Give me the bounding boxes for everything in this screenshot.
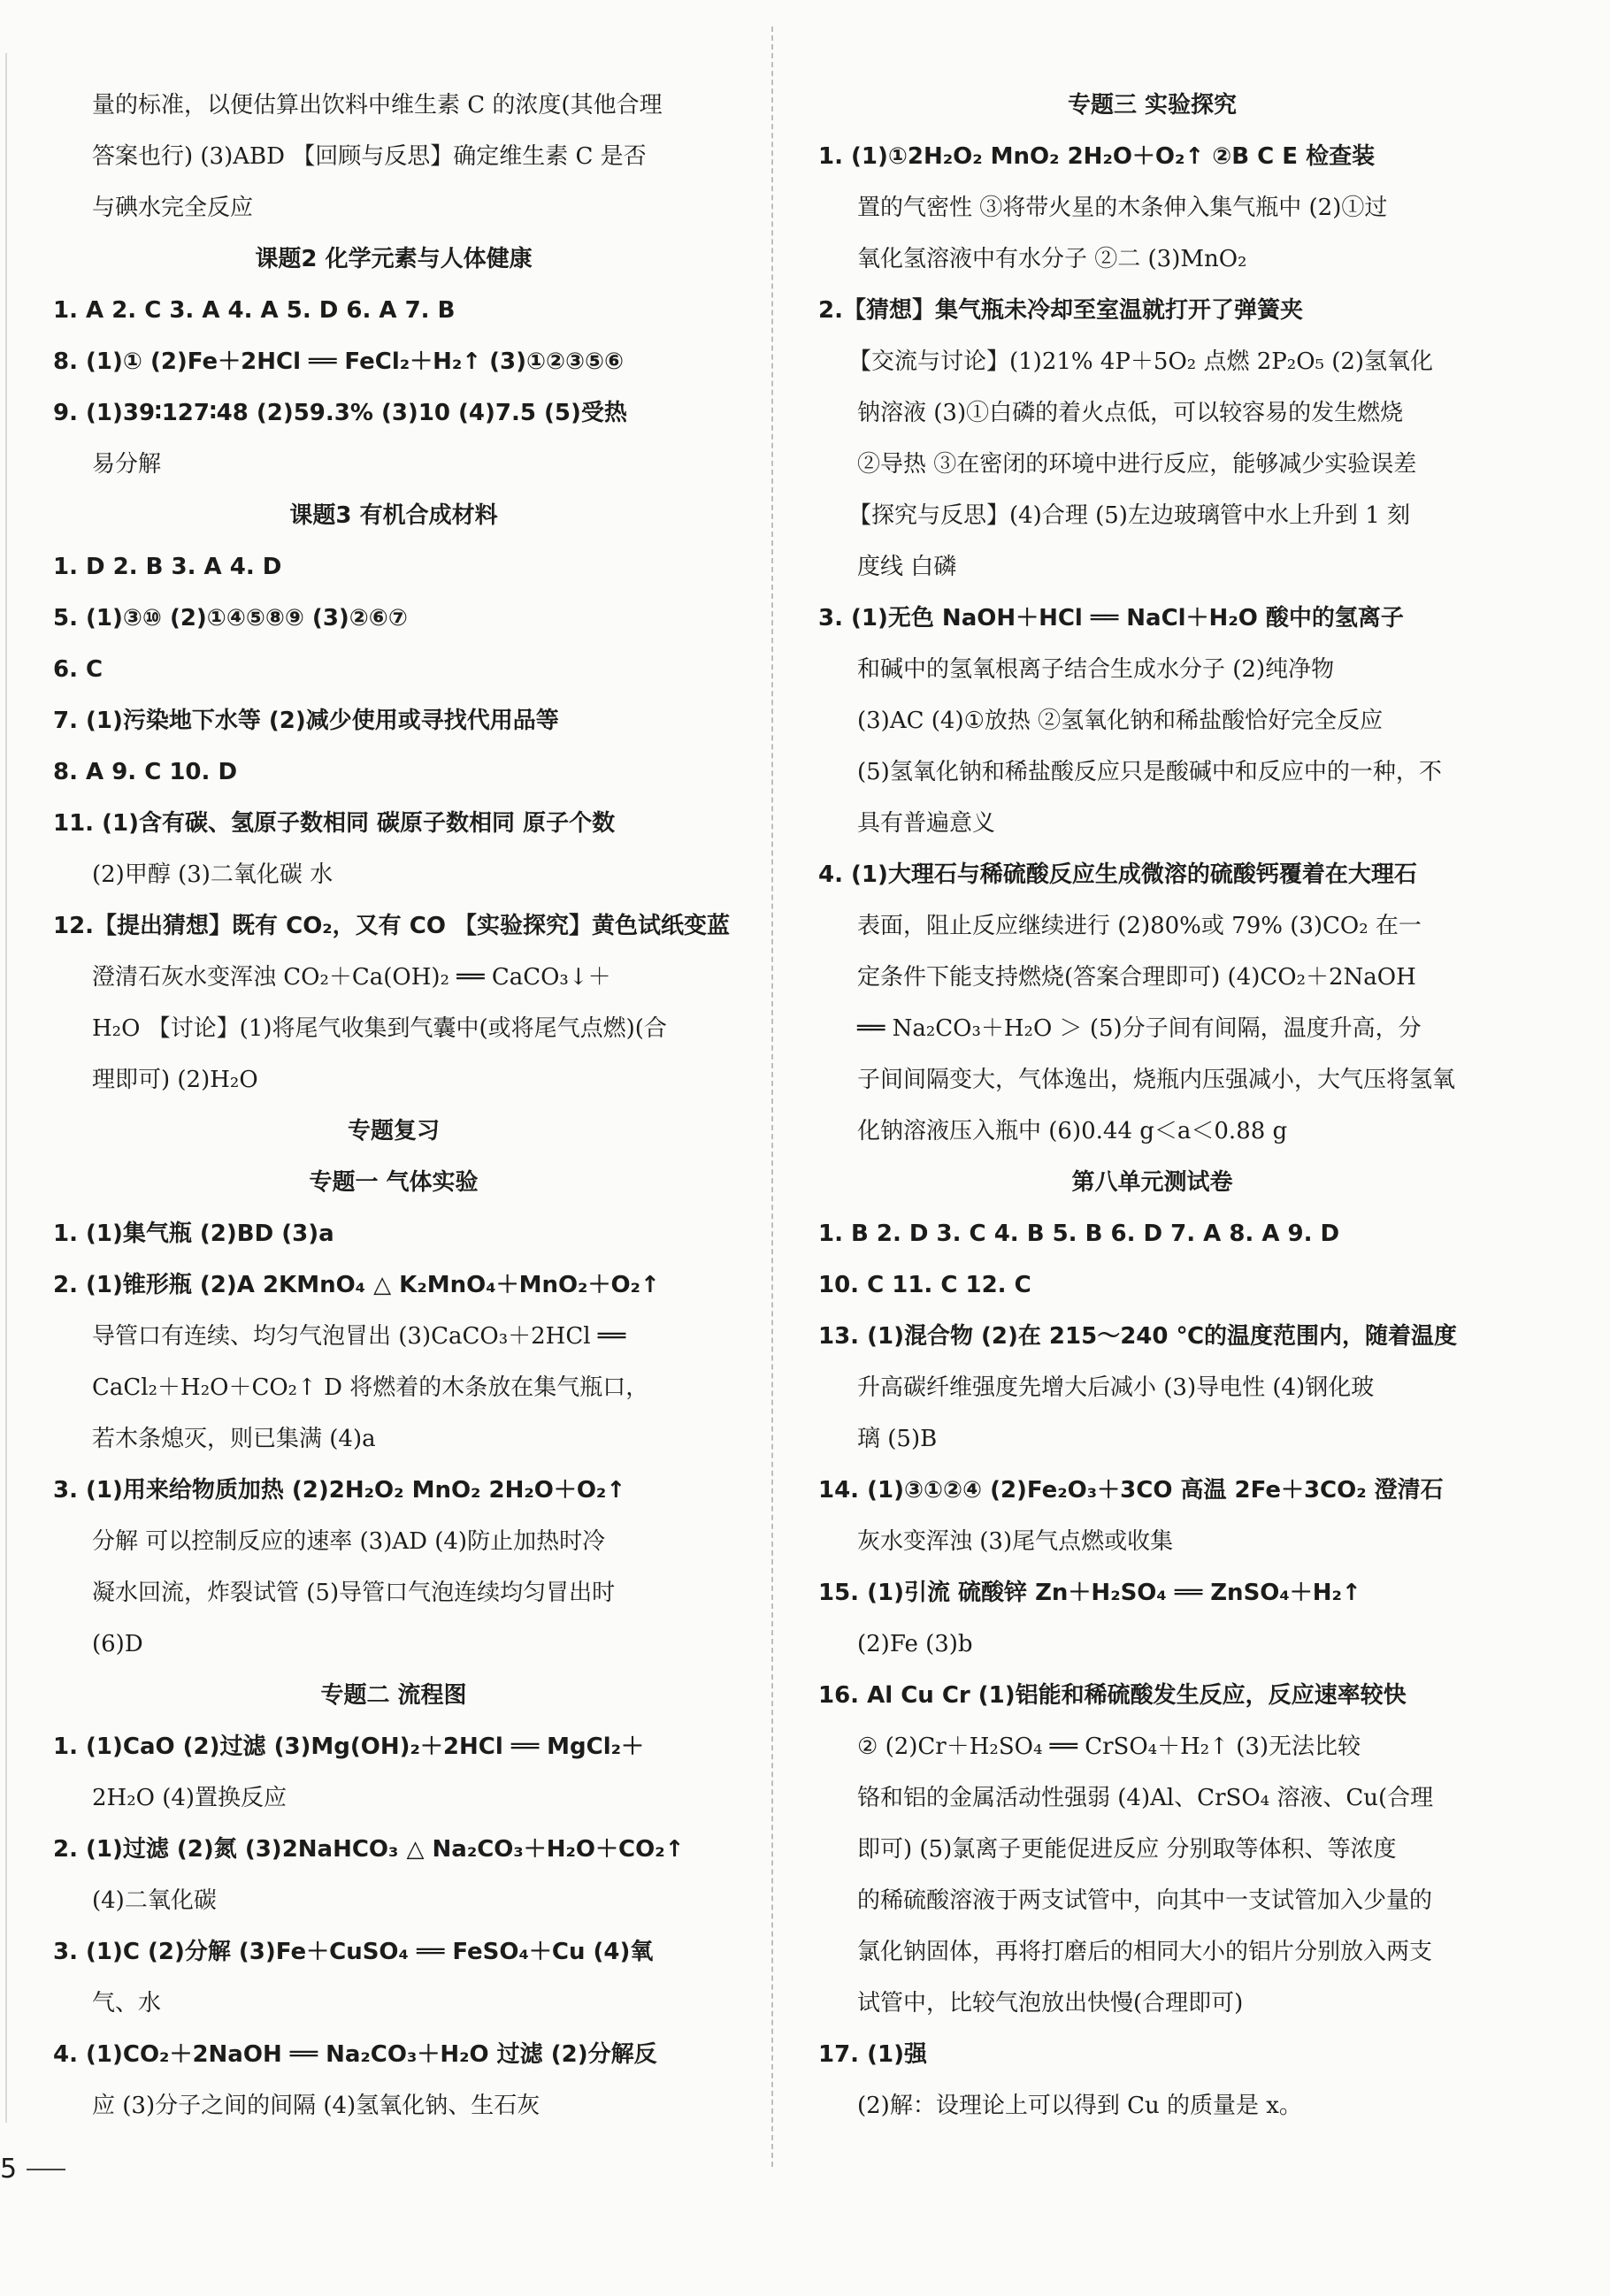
- answer-line: ②导热 ③在密闭的环境中进行反应，能够减少实验误差: [857, 451, 1417, 478]
- answer-line: 量的标准，以便估算出饮料中维生素 C 的浓度(其他合理: [92, 92, 663, 119]
- answer-line: 子间间隔变大，气体逸出，烧瓶内压强减小，大气压将氢氧: [857, 1067, 1456, 1093]
- section-heading: 专题复习: [347, 1118, 440, 1144]
- answer-line: 氧化氢溶液中有水分子 ②二 (3)MnO₂: [857, 246, 1247, 272]
- section-heading: 第八单元测试卷: [1071, 1169, 1233, 1196]
- page-number: 5: [0, 2154, 18, 2185]
- answer-line: 与碘水完全反应: [92, 195, 254, 221]
- answer-line: 3. (1)C (2)分解 (3)Fe＋CuSO₄ ══ FeSO₄＋Cu (4)氧: [53, 1939, 654, 1965]
- answer-line: (2)Fe (3)b: [857, 1631, 973, 1657]
- answer-line: ② (2)Cr＋H₂SO₄ ══ CrSO₄＋H₂↑ (3)无法比较: [857, 1733, 1361, 1760]
- section-heading: 专题三 实验探究: [1067, 92, 1238, 119]
- left-column: [53, 80, 734, 2131]
- page-number-dash: [27, 2169, 65, 2170]
- answer-line: 3. (1)无色 NaOH＋HCl ══ NaCl＋H₂O 酸中的氢离子: [818, 605, 1404, 631]
- answer-line: 16. Al Cu Cr (1)铝能和稀硫酸发生反应，反应速率较快: [818, 1682, 1407, 1709]
- answer-line: (4)二氧化碳: [92, 1887, 217, 1914]
- answer-line: 易分解: [92, 451, 162, 478]
- answer-line: (2)甲醇 (3)二氧化碳 水: [92, 861, 334, 888]
- answer-line: 5. (1)③⑩ (2)①④⑤⑧⑨ (3)②⑥⑦: [53, 605, 408, 631]
- answer-line: 答案也行) (3)ABD 【回顾与反思】确定维生素 C 是否: [92, 143, 647, 170]
- answer-line: 化钠溶液压入瓶中 (6)0.44 g＜a＜0.88 g: [857, 1118, 1288, 1144]
- answer-line: (2)解：设理论上可以得到 Cu 的质量是 x。: [857, 2093, 1302, 2119]
- answer-line: 试管中，比较气泡放出快慢(合理即可): [857, 1990, 1244, 2017]
- section-heading: 课题3 有机合成材料: [289, 502, 498, 529]
- answer-line: 澄清石灰水变浑浊 CO₂＋Ca(OH)₂ ══ CaCO₃↓＋: [92, 964, 611, 991]
- answer-line: 2. (1)锥形瓶 (2)A 2KMnO₄ △ K₂MnO₄＋MnO₂＋O₂↑: [53, 1272, 660, 1298]
- answer-line: ══ Na₂CO₃＋H₂O ＞ (5)分子间有间隔，温度升高，分: [857, 1015, 1422, 1042]
- right-column: [818, 80, 1486, 2131]
- answer-line: (5)氢氧化钠和稀盐酸反应只是酸碱中和反应中的一种，不: [857, 759, 1442, 785]
- answer-line: 应 (3)分子之间的间隔 (4)氢氧化钠、生石灰: [92, 2093, 540, 2119]
- answer-line: 17. (1)强: [818, 2041, 927, 2068]
- answer-line: 8. A 9. C 10. D: [53, 759, 238, 785]
- answer-line: 度线 白磷: [857, 554, 957, 580]
- answer-line: 理即可) (2)H₂O: [92, 1067, 258, 1093]
- answer-line: 8. (1)① (2)Fe＋2HCl ══ FeCl₂＋H₂↑ (3)①②③⑤⑥: [53, 348, 625, 375]
- answer-line: 1. (1)CaO (2)过滤 (3)Mg(OH)₂＋2HCl ══ MgCl₂＋: [53, 1733, 645, 1760]
- answer-line: 1. A 2. C 3. A 4. A 5. D 6. A 7. B: [53, 297, 456, 324]
- answer-line: 钠溶液 (3)①白磷的着火点低，可以较容易的发生燃烧: [857, 400, 1404, 426]
- answer-line: 即可) (5)氯离子更能促进反应 分别取等体积、等浓度: [857, 1836, 1397, 1863]
- answer-line: 铬和铝的金属活动性强弱 (4)Al、CrSO₄ 溶液、Cu(合理: [857, 1785, 1434, 1811]
- answer-line: 3. (1)用来给物质加热 (2)2H₂O₂ MnO₂ 2H₂O＋O₂↑: [53, 1477, 626, 1504]
- answer-line: 升高碳纤维强度先增大后减小 (3)导电性 (4)钢化玻: [857, 1374, 1375, 1401]
- answer-line: 2. (1)过滤 (2)氮 (3)2NaHCO₃ △ Na₂CO₃＋H₂O＋CO₂↑: [53, 1836, 685, 1863]
- answer-line: 氯化钠固体，再将打磨后的相同大小的铝片分别放入两支: [857, 1939, 1433, 1965]
- answer-line: H₂O 【讨论】(1)将尾气收集到气囊中(或将尾气点燃)(合: [92, 1015, 667, 1042]
- answer-line: 9. (1)39∶127∶48 (2)59.3% (3)10 (4)7.5 (5)受热: [53, 400, 627, 426]
- answer-line: 1. (1)①2H₂O₂ MnO₂ 2H₂O＋O₂↑ ②B C E 检查装: [818, 143, 1376, 170]
- answer-line: 1. (1)集气瓶 (2)BD (3)a: [53, 1221, 334, 1247]
- answer-line: 【交流与讨论】(1)21% 4P＋5O₂ 点燃 2P₂O₅ (2)氢氧化: [848, 348, 1434, 375]
- answer-line: 气、水: [92, 1990, 162, 2017]
- answer-line: 璃 (5)B: [857, 1426, 938, 1452]
- column-divider: [771, 27, 773, 2167]
- answer-line: 表面，阻止反应继续进行 (2)80%或 79% (3)CO₂ 在一: [857, 913, 1422, 939]
- answer-line: 4. (1)CO₂＋2NaOH ══ Na₂CO₃＋H₂O 过滤 (2)分解反: [53, 2041, 657, 2068]
- answer-line: 13. (1)混合物 (2)在 215～240 ℃的温度范围内，随着温度: [818, 1323, 1458, 1350]
- answer-line: 若木条熄灭，则已集满 (4)a: [92, 1426, 376, 1452]
- answer-line: 4. (1)大理石与稀硫酸反应生成微溶的硫酸钙覆着在大理石: [818, 861, 1417, 888]
- answer-line: 具有普遍意义: [857, 810, 996, 837]
- answer-line: 置的气密性 ③将带火星的木条伸入集气瓶中 (2)①过: [857, 195, 1388, 221]
- page-edge-shadow: [5, 53, 7, 2123]
- answer-line: CaCl₂＋H₂O＋CO₂↑ D 将燃着的木条放在集气瓶口，: [92, 1374, 649, 1401]
- answer-line: 定条件下能支持燃烧(答案合理即可) (4)CO₂＋2NaOH: [857, 964, 1416, 991]
- answer-line: 11. (1)含有碳、氢原子数相同 碳原子数相同 原子个数: [53, 810, 616, 837]
- section-heading: 专题二 流程图: [320, 1682, 467, 1709]
- answer-line: 10. C 11. C 12. C: [818, 1272, 1031, 1298]
- answer-line: 分解 可以控制反应的速率 (3)AD (4)防止加热时冷: [92, 1528, 606, 1555]
- answer-line: 导管口有连续、均匀气泡冒出 (3)CaCO₃＋2HCl ══: [92, 1323, 626, 1350]
- answer-line: 1. B 2. D 3. C 4. B 5. B 6. D 7. A 8. A 9. D: [818, 1221, 1340, 1247]
- section-heading: 专题一 气体实验: [309, 1169, 479, 1196]
- answer-line: 的稀硫酸溶液于两支试管中，向其中一支试管加入少量的: [857, 1887, 1433, 1914]
- answer-line: (3)AC (4)①放热 ②氢氧化钠和稀盐酸恰好完全反应: [857, 708, 1384, 734]
- answer-line: 15. (1)引流 硫酸锌 Zn＋H₂SO₄ ══ ZnSO₄＋H₂↑: [818, 1580, 1361, 1606]
- answer-line: 1. D 2. B 3. A 4. D: [53, 554, 282, 580]
- answer-line: 6. C: [53, 656, 104, 683]
- answer-line: 14. (1)③①②④ (2)Fe₂O₃＋3CO 高温 2Fe＋3CO₂ 澄清石: [818, 1477, 1444, 1504]
- answer-line: 2.【猜想】集气瓶未冷却至室温就打开了弹簧夹: [818, 297, 1303, 324]
- answer-line: (6)D: [92, 1631, 143, 1657]
- answer-line: 2H₂O (4)置换反应: [92, 1785, 288, 1811]
- answer-line: 凝水回流，炸裂试管 (5)导管口气泡连续均匀冒出时: [92, 1580, 616, 1606]
- section-heading: 课题2 化学元素与人体健康: [255, 246, 533, 272]
- answer-line: 12.【提出猜想】既有 CO₂，又有 CO 【实验探究】黄色试纸变蓝: [53, 913, 730, 939]
- answer-line: 灰水变浑浊 (3)尾气点燃或收集: [857, 1528, 1174, 1555]
- answer-line: 和碱中的氢氧根离子结合生成水分子 (2)纯净物: [857, 656, 1335, 683]
- answer-line: 【探究与反思】(4)合理 (5)左边玻璃管中水上升到 1 刻: [848, 502, 1410, 529]
- answer-line: 7. (1)污染地下水等 (2)减少使用或寻找代用品等: [53, 708, 559, 734]
